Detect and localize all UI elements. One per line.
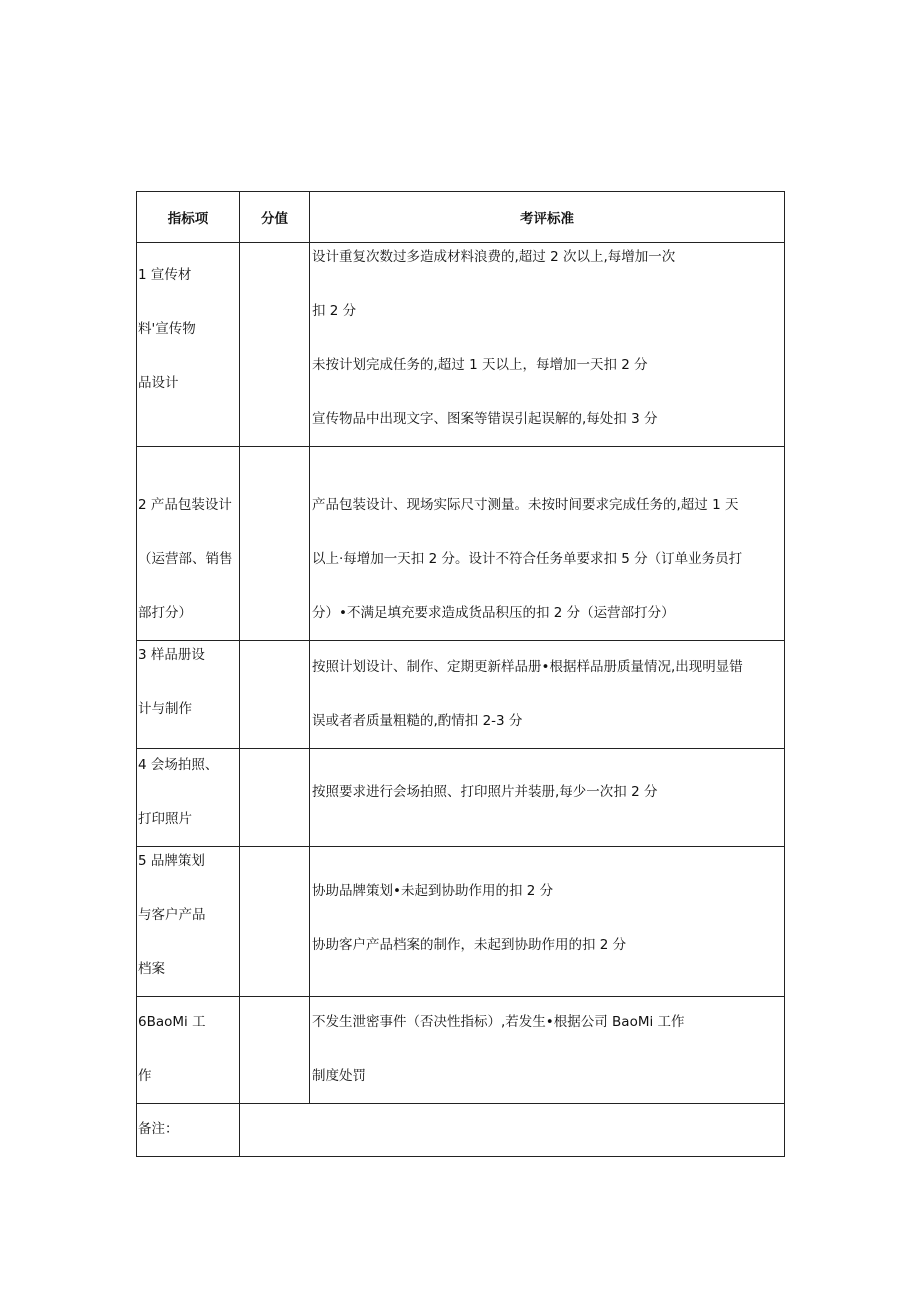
indicator-cell [137,447,240,641]
indicator-line: 与客户产品 [138,907,206,923]
criteria-line: 以上·每增加一天扣 2 分。设计不符合任务单要求扣 5 分（订单业务员打 [312,551,743,567]
evaluation-table [136,191,785,1157]
criteria-line: 协助客户产品档案的制作，未起到协助作用的扣 2 分 [312,937,627,953]
score-cell [240,447,310,641]
indicator-cell [137,243,240,447]
criteria-line: 制度处罚 [312,1068,366,1084]
criteria-cell [310,641,785,749]
criteria-cell [310,447,785,641]
criteria-line: 未按计划完成任务的,超过 1 天以上，每增加一天扣 2 分 [312,357,648,373]
table-row [137,447,785,641]
indicator-line: 6BaoMi 工 [138,1014,206,1030]
criteria-line: 分）•不满足填充要求造成货品积压的扣 2 分（运营部打分） [312,605,675,621]
indicator-line: 料'宣传物 [138,321,196,337]
header-indicator: 指标项 [137,192,240,243]
criteria-line: 扣 2 分 [312,303,357,319]
criteria-line: 协助品牌策划•未起到协助作用的扣 2 分 [312,883,554,899]
table-row [137,641,785,749]
score-cell [240,847,310,997]
header-criteria: 考评标准 [310,192,785,243]
indicator-line: 5 品牌策划 [138,853,205,869]
indicator-line: 2 产品包装设计 [138,497,232,513]
indicator-cell [137,847,240,997]
remarks-label: 备注： [138,1121,179,1137]
criteria-line: 产品包装设计、现场实际尺寸测量。未按时间要求完成任务的,超过 1 天 [312,497,739,513]
table-row [137,847,785,997]
score-cell [240,641,310,749]
remarks-row [137,1104,785,1157]
indicator-line: 品设计 [138,375,179,391]
remarks-value-cell[interactable] [240,1104,785,1157]
criteria-cell [310,847,785,997]
score-cell [240,749,310,847]
table-row [137,749,785,847]
criteria-line: 按照计划设计、制作、定期更新样品册•根据样品册质量情况,出现明显错 [312,659,743,675]
indicator-cell [137,997,240,1104]
indicator-line: 打印照片 [138,811,192,827]
evaluation-sheet [136,191,784,1157]
table-row [137,243,785,447]
table-row [137,997,785,1104]
criteria-line: 不发生泄密事件（否决性指标）,若发生•根据公司 BaoMi 工作 [312,1014,685,1030]
indicator-cell [137,641,240,749]
indicator-line: （运营部、销售 [138,551,233,567]
indicator-line: 作 [138,1068,152,1084]
criteria-line: 按照要求进行会场拍照、打印照片并装册,每少一次扣 2 分 [312,784,658,800]
score-cell [240,243,310,447]
indicator-line: 1 宣传材 [138,267,192,283]
indicator-line: 4 会场拍照、 [138,757,219,773]
criteria-line: 设计重复次数过多造成材料浪费的,超过 2 次以上,每增加一次 [312,249,676,265]
criteria-cell [310,997,785,1104]
score-cell [240,997,310,1104]
indicator-line: 部打分） [138,605,192,621]
criteria-line: 宣传物品中出现文字、图案等错误引起误解的,每处扣 3 分 [312,411,658,427]
remarks-label-cell [137,1104,240,1157]
indicator-line: 计与制作 [138,701,192,717]
criteria-line: 误或者者质量粗糙的,酌情扣 2-3 分 [312,713,523,729]
header-score: 分值 [240,192,310,243]
indicator-line: 档案 [138,961,165,977]
indicator-line: 3 样品册设 [138,647,205,663]
criteria-cell [310,749,785,847]
indicator-cell [137,749,240,847]
criteria-cell [310,243,785,447]
